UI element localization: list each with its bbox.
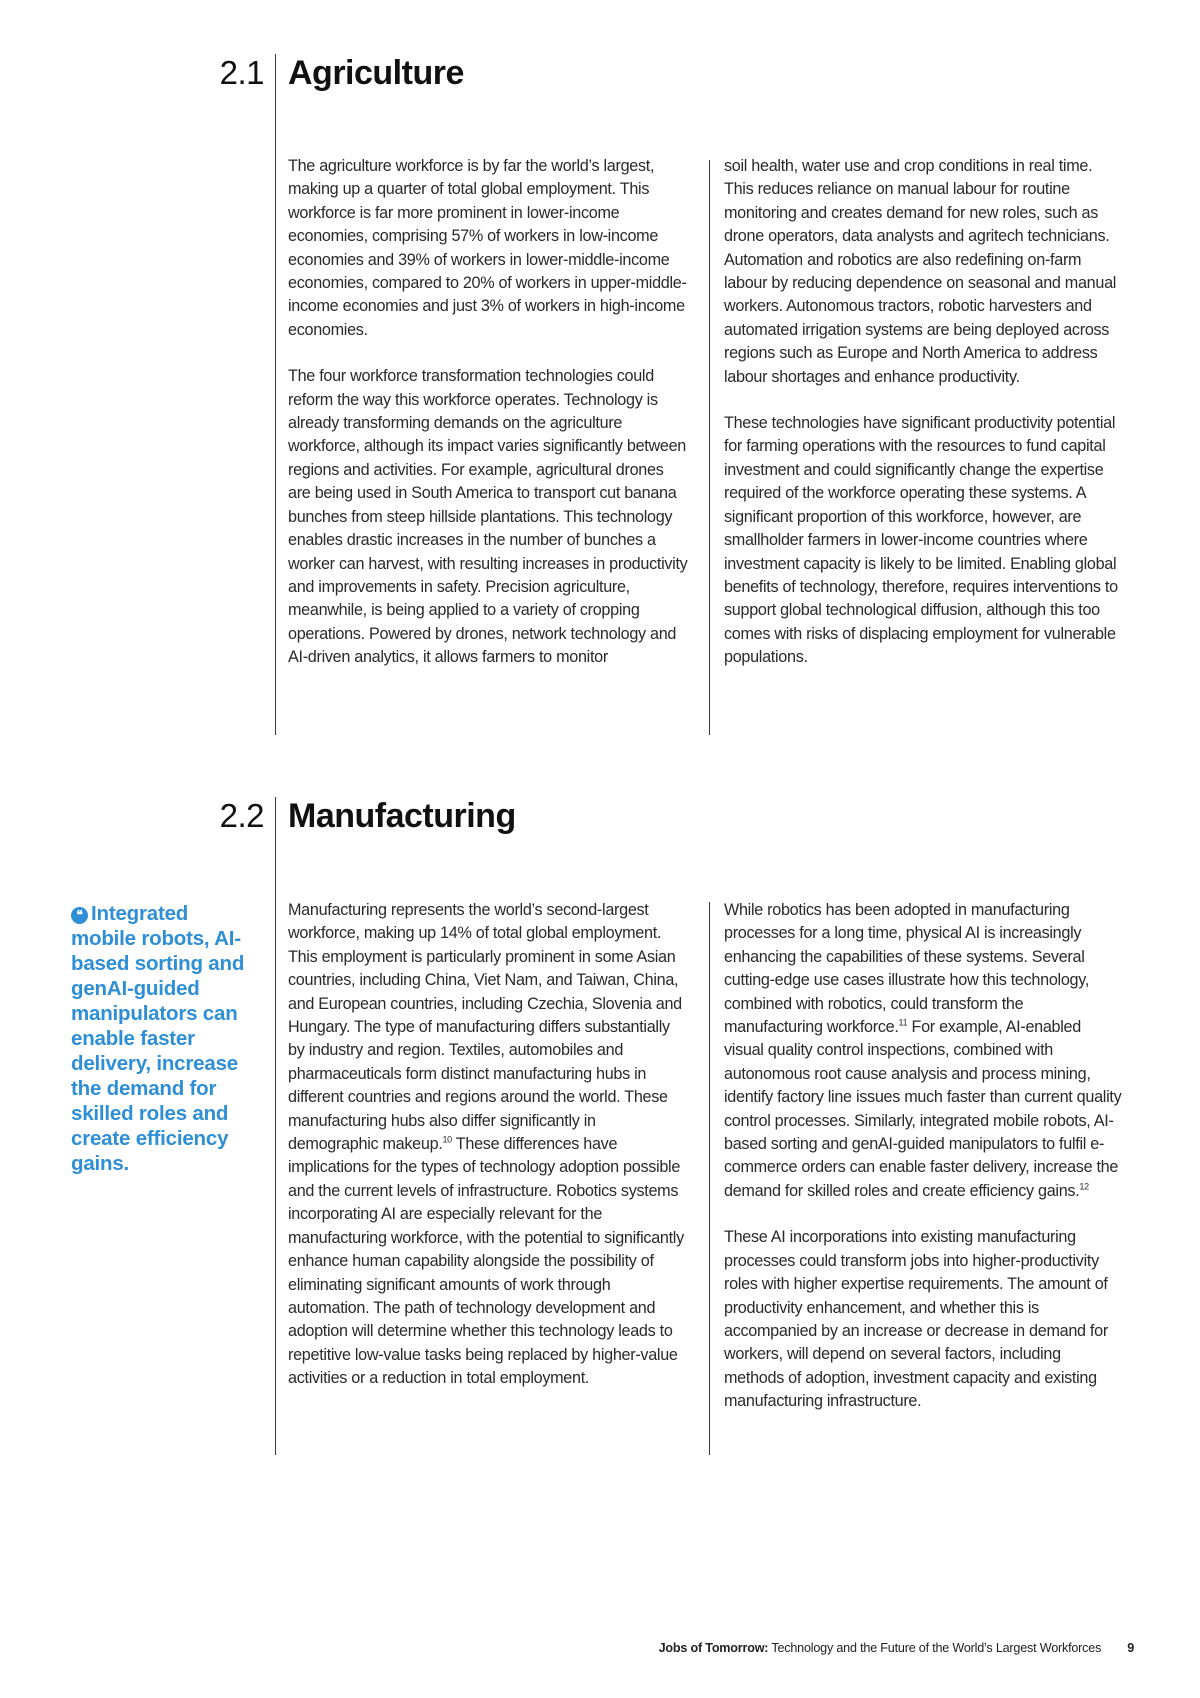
pull-quote-text: Integrated mobile robots, AI-based sorting and genAI-guided manipulators can enable faster delivery, increase the demand for skilled roles and create efficiency gains.	[71, 902, 245, 1175]
footnote-ref: 12	[1079, 1181, 1089, 1192]
section-title: Manufacturing	[288, 797, 516, 835]
footnote-ref: 10	[442, 1134, 452, 1145]
column-divider	[709, 160, 710, 735]
agriculture-left-column	[288, 155, 688, 670]
agriculture-right-column	[724, 155, 1124, 670]
section-title: Agriculture	[288, 54, 464, 92]
footnote-ref: 11	[898, 1017, 908, 1028]
paragraph: While robotics has been adopted in manufacturing processes for a long time, physical AI is increasingly enhancing the capabilities of these systems. Several cutting-edge use cases illustrate how this technology, combined with robotics, could transform the manufacturing workforce.$^{11}$ For example, AI-enabled visual quality control inspections, combined with autonomous root cause analysis and process mining, identify factory line issues much faster than current quality control processes. Similarly, integrated mobile robots, AI-based sorting and genAI-guided manipulators to fulfil e-commerce orders can enable faster delivery, increase the demand for skilled roles and create efficiency gains.$^{12}$	[724, 901, 1122, 1200]
pull-quote	[71, 901, 256, 1176]
paragraph: The four workforce transformation technologies could reform the way this workforce operates. Technology is already transforming demands on the agriculture workforce, although its impact varies significantly between regions and activities. For example, agricultural drones are being used in South America to transport cut banana bunches from steep hillside plantations. This technology enables drastic increases in the number of bunches a worker can harvest, with resulting increases in productivity and improvements in safety. Precision agriculture, meanwhile, is being applied to a variety of cropping operations. Powered by drones, network technology and AI-driven analytics, it allows farmers to monitor	[288, 367, 688, 667]
page-number: 9	[1127, 1641, 1134, 1655]
quote-icon: ❝	[71, 907, 88, 924]
paragraph: Manufacturing represents the world’s second-largest workforce, making up 14% of total global employment. This employment is particularly prominent in some Asian countries, including China, Viet Nam, and Taiwan, China, and European countries, including Czechia, Slovenia and Hungary. The type of manufacturing differs substantially by industry and region. Textiles, automobiles and pharmaceuticals form distinct manufacturing hubs in different countries and regions around the world. These manufacturing hubs also differ significantly in demographic makeup.$^{10}$ These differences have implications for the types of technology adoption possible and the current levels of infrastructure. Robotics systems incorporating AI are especially relevant for the manufacturing workforce, with the potential to significantly enhance human capability alongside the possibility of eliminating significant amounts of work through automation. The path of technology development and adoption will determine whether this technology leads to repetitive low-value tasks being replaced by higher-value activities or a reduction in total employment.	[288, 901, 684, 1388]
section-number: 2.1	[219, 54, 264, 91]
paragraph: These AI incorporations into existing manufacturing processes could transform jobs into higher-productivity roles with higher expertise requirements. The amount of productivity enhancement, and whether this is accompanied by an increase or decrease in demand for workers, will depend on several factors, including methods of adoption, investment capacity and existing manufacturing infrastructure.	[724, 1228, 1108, 1411]
paragraph: These technologies have significant productivity potential for farming operations with the resources to fund capital investment and could significantly change the expertise required of the workforce operating these systems. A significant proportion of this workforce, however, are smallholder farmers in lower-income countries where investment capacity is likely to be limited. Enabling global benefits of technology, therefore, requires interventions to support global technological diffusion, although this too comes with risks of displacing employment for vulnerable populations.	[724, 414, 1118, 667]
manufacturing-left-column	[288, 899, 688, 1391]
section-divider	[275, 54, 276, 735]
column-divider	[709, 902, 710, 1455]
paragraph: soil health, water use and crop conditions in real time. This reduces reliance on manual labour for routine monitoring and creates demand for new roles, such as drone operators, data analysts and agritech technicians. Automation and robotics are also redefining on-farm labour by reducing dependence on seasonal and manual workers. Autonomous tractors, robotic harvesters and automated irrigation systems are being deployed across regions such as Europe and North America to address labour shortages and enhance productivity.	[724, 157, 1117, 386]
section-number: 2.2	[219, 797, 264, 834]
paragraph: The agriculture workforce is by far the world’s largest, making up a quarter of total global employment. This workforce is far more prominent in lower-income economies, comprising 57% of workers in low-income economies and 39% of workers in lower-middle-income economies, compared to 20% of workers in upper-middle-income economies and just 3% of workers in high-income economies.	[288, 157, 687, 339]
manufacturing-right-column	[724, 899, 1124, 1414]
footer-report-subtitle: Technology and the Future of the World’s Largest Workforces	[768, 1641, 1102, 1655]
section-divider	[275, 797, 276, 1455]
footer-report-title: Jobs of Tomorrow:	[658, 1641, 769, 1655]
page-footer	[659, 1641, 1134, 1655]
